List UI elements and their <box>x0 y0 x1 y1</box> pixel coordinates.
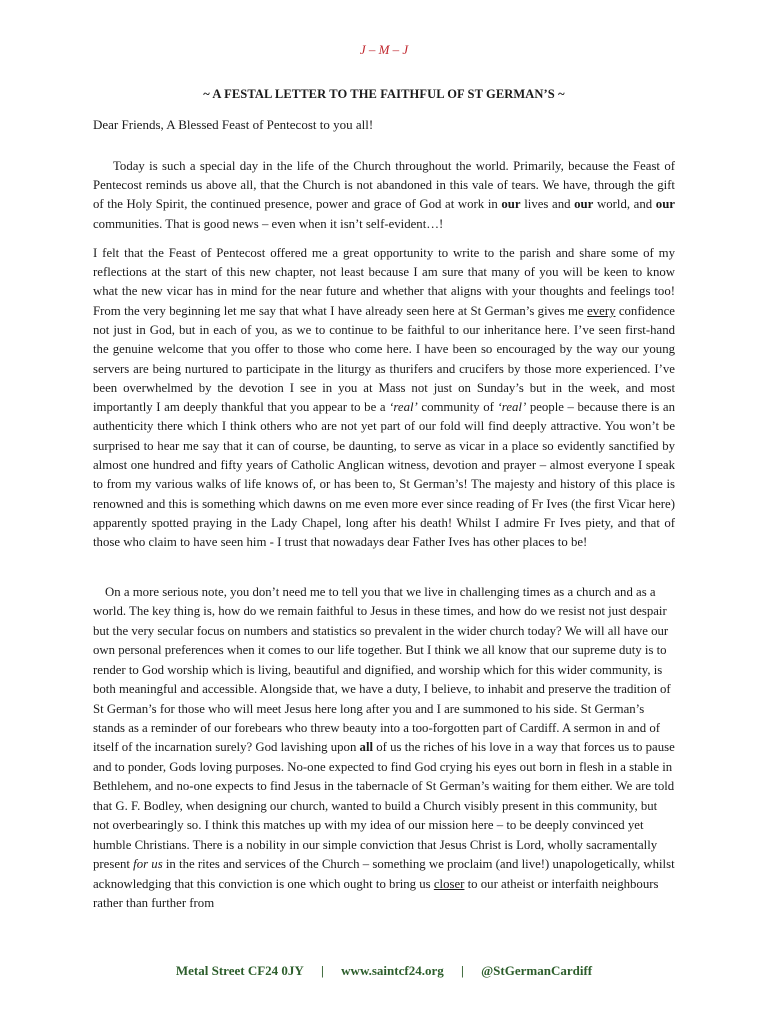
paragraph-1-text-e: communities. That is good news – even when it isn’t self-evident…! <box>93 216 444 231</box>
paragraph-1-bold-our-2: our <box>574 197 594 212</box>
footer-website-link[interactable]: www.saintcf24.org <box>341 963 444 978</box>
footer-separator-2: | <box>460 963 464 978</box>
footer-separator-1: | <box>321 963 324 978</box>
paragraph-2-underlined-every: every <box>587 303 616 318</box>
paragraph-3-text-a: On a more serious note, you don’t need me to tell you that we live in challenging times as a church and as a world. The key thing is, how do we remain faithful to Jesus in these times, and how do we resist not just despair but the very secular focus on numbers and statistics so prevalent in the wider church today? We will all have our own personal preferences when it comes to our life together. But I think we all know that our supreme duty is to render to God worship which is living, beautiful and dignified, and worship which for this wider community, is both meaningful and accessible. Alongside that, we have a duty, I believe, to inhabit and preserve the tradition of St German’s for those who will meet Jesus here long after you and I are summoned to his side. St German’s stands as a reminder of our forebears who threw beauty into a too-forgotten part of Cardiff. A sermon in and of itself of the incarnation surely? God lavishing upon <box>93 584 671 755</box>
paragraph-1 <box>93 157 675 234</box>
paragraph-2-italic-real-1: ‘real’ <box>389 400 418 415</box>
paragraph-2-text-a: I felt that the Feast of Pentecost offered me a great opportunity to write to the parish and share some of my reflections at the start of this new chapter, not least because I am sure that many of you will be keen to know what the new vicar has in mind for the near future and whether that aligns with your thoughts and feelings too! From the very beginning let me say that what I have already seen here at St German’s gives me <box>93 245 675 318</box>
paragraph-2-text-b: confidence not just in God, but in each of you, as we to continue to be faithful to our inheritance here. I’ve seen first-hand the genuine welcome that you offer to those who come here. I have been so encouraged by the way our young servers are being nurtured to participate in the liturgy as thurifers and crucifers by those more experienced. I’ve been overwhelmed by the devotion I see in you at Mass not just on Sunday’s but in the week, and most importantly I am deeply thankful that you appear to be a <box>93 303 675 415</box>
paragraph-1-text-c: lives and <box>520 197 575 212</box>
paragraph-3-bold-all: all <box>359 740 374 755</box>
monogram: J – M – J <box>359 42 409 57</box>
paragraph-3-underlined-closer: closer <box>433 876 465 891</box>
footer <box>0 963 768 979</box>
paragraph-3-text-d: to our atheist or interfaith neighbours rather than further from <box>93 876 659 911</box>
footer-address: Metal Street CF24 0JY <box>175 963 304 978</box>
paragraph-3-text-b: of us the riches of his love in a way that forces us to pause and to ponder, Gods loving purposes. No-one expected to find God crying his eyes out born in flesh in a stable in Bethlehem, and no-one expects to find Jesus in the tabernacle of St German’s waiting for them either. We are told that G. F. Bodley, when designing our church, wanted to build a Church visibly present in this community, but not overbearingly so. I think this matches up with my idea of our mission here – to be deeply convinced yet humble Christians. There is a nobility in our simple conviction that Jesus Christ is Lord, wholly sacramentally present <box>93 740 675 872</box>
paragraph-1-bold-our-3: our <box>655 197 675 212</box>
paragraph-2-text-c: community of <box>417 400 498 415</box>
paragraph-1-text-a: Today is such a special day in the life of the Church throughout the world. Primarily, because the Feast of Pentecost reminds us above all, that the Church is not abandoned in this vale of tears. We have, through the gift of the Holy Spirit, the continued presence, power and grace of God at work in <box>93 158 675 212</box>
paragraph-2-italic-real-2: ‘real’ <box>497 400 527 415</box>
paragraph-1-text-d: world, and <box>593 197 656 212</box>
salutation: Dear Friends, A Blessed Feast of Pentecost to you all! <box>93 117 374 132</box>
footer-social-handle[interactable]: @StGermanCardiff <box>481 963 593 978</box>
paragraph-2 <box>93 244 675 553</box>
paragraph-1-bold-our-1: our <box>501 197 521 212</box>
page-title: ~ A FESTAL LETTER TO THE FAITHFUL OF ST GERMAN’S ~ <box>203 87 565 101</box>
paragraph-3-text-c: in the rites and services of the Church – something we proclaim (and live!) unapologetically, whilst acknowledging that this conviction is one which ought to bring us <box>93 857 675 891</box>
paragraph-3 <box>93 583 675 914</box>
paragraph-2-text-d: people – because there is an authenticity there which I think others who are not yet part of our fold will find deeply attractive. You won’t be surprised to hear me say that it can of course, be daunting, to serve as vicar in a place so evidently sanctified by almost one hundred and fifty years of Catholic Anglican witness, devotion and prayer – almost everyone I speak to from my various walks of life knows of, or has been to, St German’s! The majesty and history of this place is renowned and this is something which dawns on me even more ever since reading of Fr Ives (the first Vicar here) apparently spotted praying in the Lady Chapel, long after his death! Whilst I admire Fr Ives piety, and that of those who claim to have seen him - I trust that nowadays dear Father Ives has other places to be! <box>93 400 675 550</box>
paragraph-3-italic-for-us: for us <box>133 857 163 872</box>
